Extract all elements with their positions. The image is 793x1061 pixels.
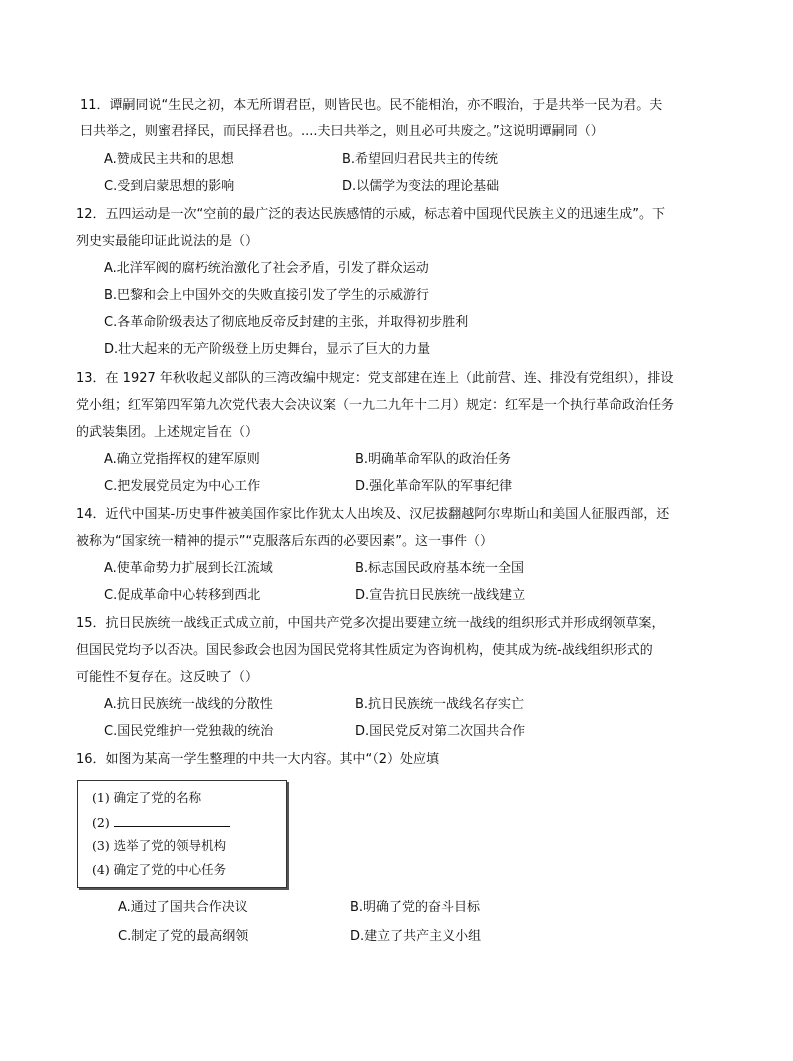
q16-figure-box (77, 780, 287, 888)
q13-option-a: A.确立党指挥权的建军原则 (104, 452, 260, 467)
q15-option-c: C.国民党维护一党独裁的统治 (104, 724, 274, 739)
q11-option-b: B.希望回归君民共主的传统 (342, 152, 499, 167)
q14-option-d: D.宣告抗日民族统一战线建立 (355, 588, 526, 603)
q15-option-d: D.国民党反对第二次国共合作 (355, 724, 526, 739)
q14-stem-line-1: 14．近代中国某-历史事件被美国作家比作犹太人出埃及、汉尼拔翻越阿尔卑斯山和美国人征服西部，还 (76, 507, 670, 522)
q11-option-c: C.受到启蒙思想的影响 (104, 179, 235, 194)
q11-option-d: D.以儒学为变法的理论基础 (342, 179, 500, 194)
q16-option-d: D.建立了共产主义小组 (350, 929, 482, 944)
q14-option-c: C.促成革命中心转移到西北 (104, 588, 261, 603)
q16-option-a: A.通过了国共合作决议 (118, 900, 248, 915)
q16-figure-item-1: (1) 确定了党的名称 (92, 790, 202, 805)
q12-option-c: C.各革命阶级表达了彻底地反帝反封建的主张，并取得初步胜利 (104, 315, 469, 330)
q14-stem-line-2: 被称为“国家统一精神的提示”“克服落后东西的必要因素”。这一事件（） (76, 534, 493, 549)
q15-option-a: A.抗日民族统一战线的分散性 (104, 697, 273, 712)
q13-stem-line-1: 13．在 1927 年秋收起义部队的三湾改编中规定：党支部建在连上（此前营、连、排没有党组织），排设 (76, 371, 674, 386)
q16-figure-item-2 (92, 814, 230, 831)
q12-option-a: A.北洋军阀的腐朽统治激化了社会矛盾，引发了群众运动 (104, 261, 429, 276)
q13-option-c: C.把发展党员定为中心工作 (104, 479, 261, 494)
q12-option-d: D.壮大起来的无产阶级登上历史舞台，显示了巨大的力量 (104, 342, 431, 357)
q16-stem-line-1: 16．如图为某高一学生整理的中共一大内容。其中“（2）处应填 (76, 752, 440, 767)
q15-option-b: B.抗日民族统一战线名存实亡 (355, 697, 525, 712)
q11-stem-line-1: 11．谭嗣同说“生民之初，本无所谓君臣，则皆民也。民不能相治，亦不暇治，于是共举一民为君。夫 (80, 98, 663, 113)
q16-option-c: C.制定了党的最高纲领 (118, 929, 249, 944)
q15-stem-line-3: 可能性不复存在。这反映了（） (76, 670, 259, 685)
q15-stem-line-2: 但国民党均予以否决。国民参政会也因为国民党将其性质定为咨询机构，使其成为统-战线组织形式的 (76, 643, 653, 658)
q14-option-a: A.使革命势力扩展到长江流域 (104, 561, 273, 576)
q13-option-d: D.强化革命军队的军事纪律 (355, 479, 513, 494)
q14-option-b: B.标志国民政府基本统一全国 (355, 561, 525, 576)
q16-figure-item-2-label: (2) (92, 815, 110, 830)
q16-figure-blank (114, 814, 230, 827)
q15-stem-line-1: 15．抗日民族统一战线正式成立前，中国共产党多次提出要建立统一战线的组织形式并形成纲领草案， (76, 616, 665, 631)
q16-option-b: B.明确了党的奋斗目标 (350, 900, 481, 915)
q11-option-a: A.赞成民主共和的思想 (104, 152, 234, 167)
q12-option-b: B.巴黎和会上中国外交的失败直接引发了学生的示威游行 (104, 288, 430, 303)
q11-stem-line-2: 曰共举之，则蜜君择民，而民择君也。....夫曰共举之，则且必可共废之。”这说明谭嗣同（） (80, 124, 604, 139)
q13-option-b: B.明确革命军队的政治任务 (355, 452, 512, 467)
q16-figure-item-3: (3) 选举了党的领导机构 (92, 838, 227, 853)
q13-stem-line-2: 党小组；红军第四军第九次党代表大会决议案（一九二九年十二月）规定：红军是一个执行革命政治任务 (76, 398, 675, 413)
q16-figure-item-4: (4) 确定了党的中心任务 (92, 862, 227, 877)
q12-stem-line-2: 列史实最能印证此说法的是（） (76, 234, 259, 249)
q13-stem-line-3: 的武装集团。上述规定旨在（） (76, 425, 259, 440)
q12-stem-line-1: 12．五四运动是一次“空前的最广泛的表达民族感情的示威，标志着中国现代民族主义的迅速生成”。下 (76, 207, 666, 222)
